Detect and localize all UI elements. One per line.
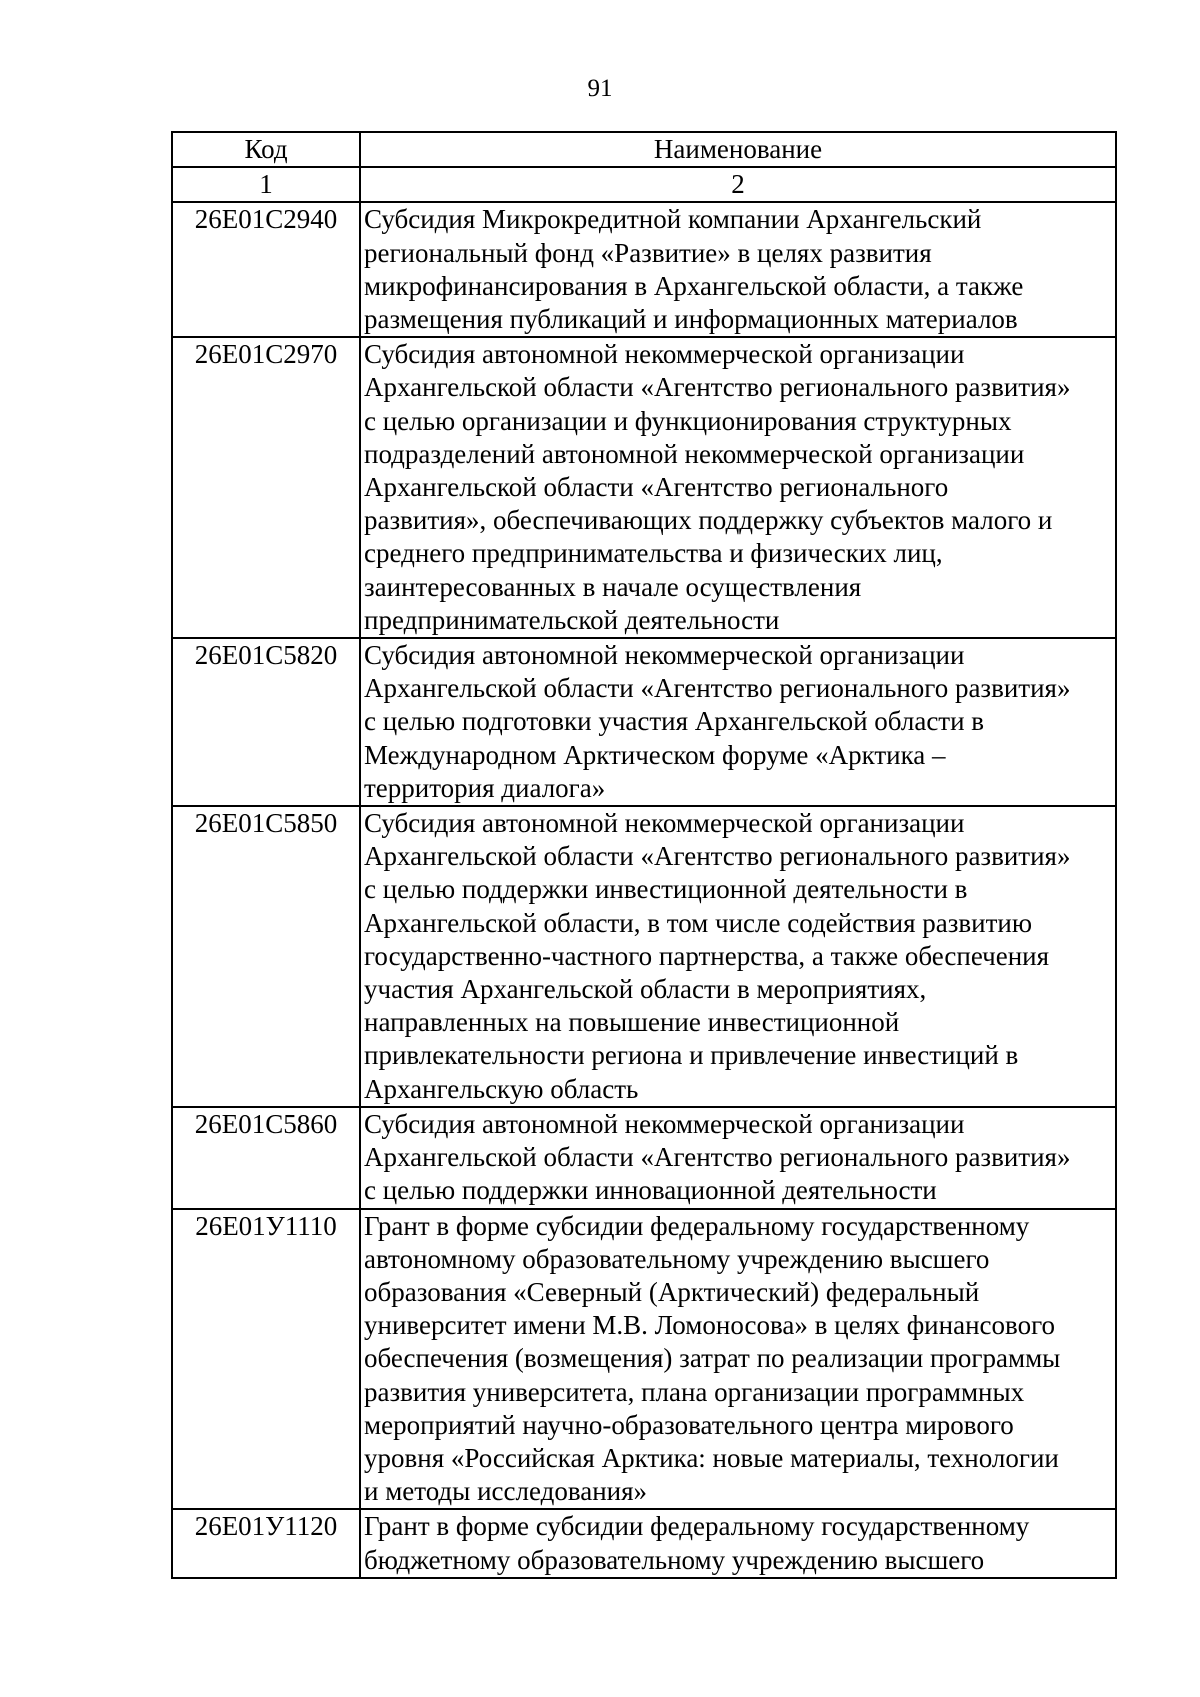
row-name [360,1107,1116,1209]
row-name-line: Субсидия автономной некоммерческой организации [364,640,965,671]
row-name-line: региональный фонд «Развитие» в целях развития [364,237,932,268]
table-row [172,638,1116,806]
row-name-line: развития», обеспечивающих поддержку субъектов малого и [364,505,1053,536]
row-name-line: образования «Северный (Арктический) федеральный [364,1276,980,1307]
row-code: 26Е01С5860 [172,1107,360,1209]
row-name-line: подразделений автономной некоммерческой организации [364,438,1025,469]
row-name [360,1209,1116,1510]
row-name-line: развития университета, плана организации программных [364,1376,1025,1407]
row-name-line: с целью организации и функционирования структурных [364,405,1012,436]
row-name-line: Международном Арктическом форуме «Арктика – [364,739,946,770]
table-header-row [172,132,1116,167]
row-name-line: автономному образовательному учреждению высшего [364,1243,990,1274]
row-name-line: Архангельской области «Агентство регионального развития» [364,1142,1071,1173]
column-number-row [172,167,1116,202]
row-name-line: Архангельской области «Агентство регионального развития» [364,841,1071,872]
row-name-line: предпринимательской деятельности [364,604,780,635]
row-code: 26Е01С2970 [172,337,360,638]
row-code: 26Е01С5820 [172,638,360,806]
row-name-line: среднего предпринимательства и физических лиц, [364,538,943,569]
row-name-line: с целью поддержки инновационной деятельности [364,1175,937,1206]
row-name-line: бюджетному образовательному учреждению высшего [364,1544,985,1575]
row-name [360,1509,1116,1577]
row-name-line: государственно-частного партнерства, а также обеспечения [364,940,1050,971]
row-name-line: Архангельской области «Агентство регионального развития» [364,673,1071,704]
table-row [172,202,1116,337]
row-name [360,337,1116,638]
row-name-line: уровня «Российская Арктика: новые материалы, технологии [364,1442,1059,1473]
page-number: 91 [587,75,613,102]
table-row [172,1509,1116,1577]
row-name-line: Субсидия автономной некоммерческой организации [364,339,965,370]
row-name-line: обеспечения (возмещения) затрат по реализации программы [364,1343,1061,1374]
row-code: 26Е01У1110 [172,1209,360,1510]
row-name-line: Грант в форме субсидии федеральному государственному [364,1511,1030,1542]
row-name-line: Архангельской области, в том числе содействия развитию [364,907,1033,938]
row-name-line: Архангельскую область [364,1073,639,1104]
column-number-code: 1 [172,167,360,202]
table-row [172,337,1116,638]
row-name-line: с целью поддержки инвестиционной деятельности в [364,874,968,905]
row-name-line: с целью подготовки участия Архангельской области в [364,706,985,737]
row-name-line: и методы исследования» [364,1476,648,1507]
row-name-line: территория диалога» [364,772,606,803]
row-code: 26Е01С5850 [172,806,360,1107]
row-name-line: направленных на повышение инвестиционной [364,1007,900,1038]
table-row [172,806,1116,1107]
row-code: 26Е01У1120 [172,1509,360,1577]
row-code: 26Е01С2940 [172,202,360,337]
row-name-line: Субсидия автономной некоммерческой организации [364,1108,965,1139]
budget-codes-table [171,131,1117,1579]
table-row [172,1107,1116,1209]
row-name-line: Грант в форме субсидии федеральному государственному [364,1210,1030,1241]
row-name-line: Субсидия автономной некоммерческой организации [364,808,965,839]
header-code: Код [172,132,360,167]
row-name [360,638,1116,806]
header-name: Наименование [360,132,1116,167]
column-number-name: 2 [360,167,1116,202]
table-row [172,1209,1116,1510]
row-name-line: Архангельской области «Агентство регионального развития» [364,372,1071,403]
row-name-line: заинтересованных в начале осуществления [364,571,862,602]
row-name-line: микрофинансирования в Архангельской области, а также [364,270,1024,301]
row-name-line: участия Архангельской области в мероприятиях, [364,974,927,1005]
row-name-line: Архангельской области «Агентство регионального [364,472,949,503]
row-name-line: размещения публикаций и информационных материалов [364,304,1018,335]
row-name-line: мероприятий научно-образовательного центра мирового [364,1409,1014,1440]
row-name [360,806,1116,1107]
table-body [172,202,1116,1577]
row-name [360,202,1116,337]
row-name-line: привлекательности региона и привлечение инвестиций в [364,1040,1019,1071]
row-name-line: университет имени М.В. Ломоносова» в целях финансового [364,1310,1055,1341]
row-name-line: Субсидия Микрокредитной компании Архангельский [364,204,982,235]
